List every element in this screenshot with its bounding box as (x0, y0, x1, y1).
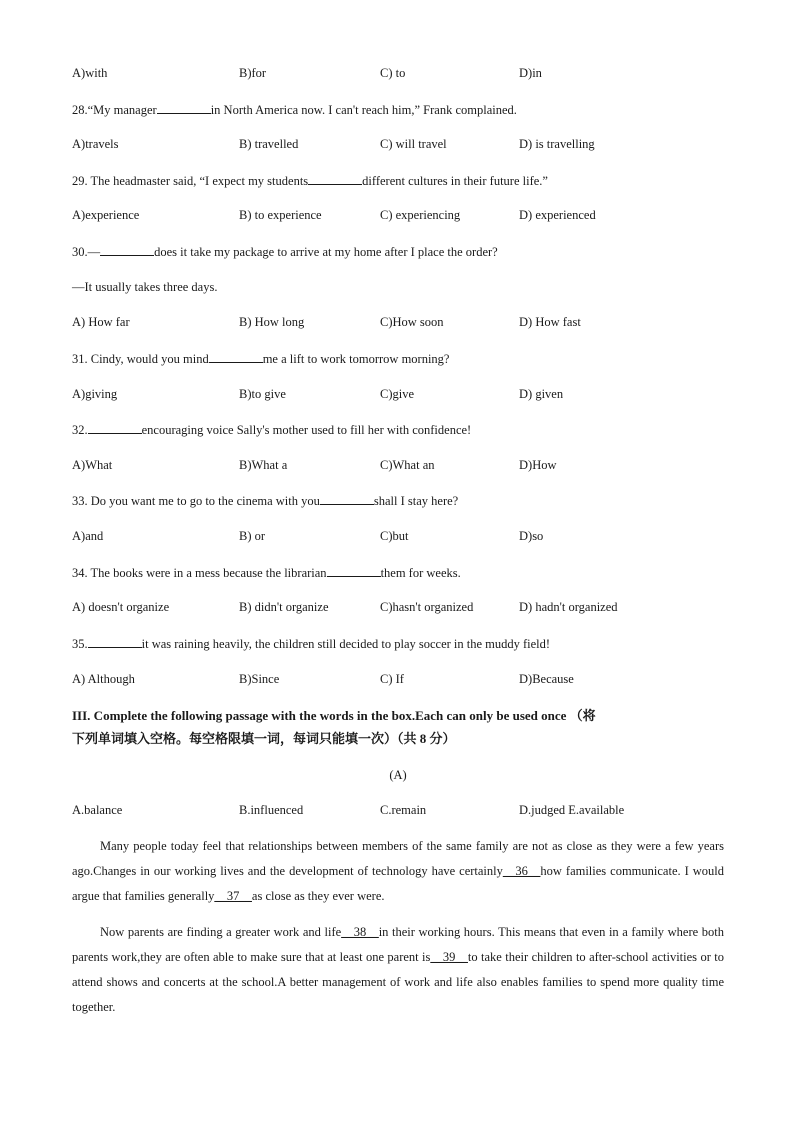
q34-text-pre: 34. The books were in a mess because the librarian (72, 566, 327, 580)
q29-option-d: D) experienced (519, 208, 596, 222)
q27-option-b: B)for (239, 66, 267, 80)
q29-option-a: A)experience (72, 208, 140, 222)
q30-option-d: D) How fast (519, 315, 581, 329)
q29-option-c: C) experiencing (380, 208, 461, 222)
q35-text-pre: 35. (72, 637, 88, 651)
p2-text-2: in their working hours. This means that even in a family where both parents work,they are often able to make sure that at least one parent is (72, 925, 725, 964)
q30-question (72, 244, 498, 260)
q31-text-pre: 31. Cindy, would you mind (72, 352, 209, 366)
q33-text-post: shall I stay here? (373, 494, 459, 508)
q29-text-post: different cultures in their future life.” (362, 174, 548, 188)
q33-question (72, 493, 458, 509)
q34-question (72, 565, 461, 581)
section-3-heading-line-2: 下列单词填入空格。每空格限填一词，每词只能填一次）（共 8 分） (72, 731, 456, 746)
q32-options (72, 458, 724, 474)
q35-option-c: C) If (380, 672, 404, 686)
q28-option-a: A)travels (72, 137, 119, 151)
blank-38: __38__ (341, 925, 379, 939)
q29-options (72, 208, 724, 224)
q31-option-b: B)to give (239, 387, 286, 401)
q35-question (72, 636, 550, 652)
q31-option-a: A)giving (72, 387, 118, 401)
q35-blank (88, 636, 142, 648)
q33-blank (320, 493, 374, 505)
section-3-heading (72, 704, 724, 750)
passage-paragraph-1 (72, 834, 724, 909)
q33-option-b: B) or (239, 529, 266, 543)
q27-options (72, 66, 724, 82)
q31-question (72, 351, 449, 367)
q28-text-post: in North America now. I can't reach him,” Frank complained. (210, 103, 517, 117)
word-option-a: A.balance (72, 803, 123, 817)
q27-option-d: D)in (519, 66, 542, 80)
q30-option-a: A) How far (72, 315, 130, 329)
q32-text-pre: 32. (72, 423, 88, 437)
blank-36: __36__ (502, 864, 541, 878)
q31-option-c: C)give (380, 387, 415, 401)
q29-blank (308, 173, 362, 185)
q32-option-d: D)How (519, 458, 557, 472)
q29-text-pre: 29. The headmaster said, “I expect my students (72, 174, 309, 188)
q30-option-c: C)How soon (380, 315, 444, 329)
passage-paragraph-2 (72, 920, 724, 1020)
passage-part-label: (A) (389, 768, 407, 782)
q34-option-b: B) didn't organize (239, 600, 329, 614)
q34-option-a: A) doesn't organize (72, 600, 170, 614)
q28-option-d: D) is travelling (519, 137, 595, 151)
q30-option-b: B) How long (239, 315, 305, 329)
word-box (72, 803, 724, 819)
p2-text-3: to take their children to after-school activities or to attend shows and concerts at the school.A better management of work and life also enables families to spend more quality time together. (72, 950, 724, 1014)
q30-options (72, 315, 724, 331)
q27-option-c: C) to (380, 66, 406, 80)
q29-option-b: B) to experience (239, 208, 322, 222)
word-option-b: B.influenced (239, 803, 304, 817)
q33-option-d: D)so (519, 529, 544, 543)
q34-option-d: D) hadn't organized (519, 600, 618, 614)
q34-option-c: C)hasn't organized (380, 600, 474, 614)
q30-text-pre: 30.— (72, 245, 101, 259)
blank-39: __39__ (430, 950, 468, 964)
q32-option-b: B)What a (239, 458, 288, 472)
q32-text-post: encouraging voice Sally's mother used to fill her with confidence! (141, 423, 472, 437)
q28-blank (157, 102, 211, 114)
q30-text-post: does it take my package to arrive at my home after I place the order? (154, 245, 498, 259)
word-option-d-e: D.judged E.available (519, 803, 625, 817)
q31-text-post: me a lift to work tomorrow morning? (262, 352, 450, 366)
q35-text-post: it was raining heavily, the children still decided to play soccer in the muddy field! (141, 637, 551, 651)
q31-blank (209, 351, 263, 363)
q28-option-c: C) will travel (380, 137, 447, 151)
blank-37: __37__ (214, 889, 252, 903)
q30-reply: —It usually takes three days. (72, 280, 218, 294)
q33-option-c: C)but (380, 529, 409, 543)
q35-option-b: B)Since (239, 672, 280, 686)
q32-blank (88, 422, 142, 434)
q35-options (72, 672, 724, 688)
q35-option-a: A) Although (72, 672, 135, 686)
q28-option-b: B) travelled (239, 137, 299, 151)
q34-blank (327, 565, 381, 577)
q28-text-pre: 28.“My manager (72, 103, 157, 117)
p1-text-2: how families communicate. I would argue that families generally (72, 864, 724, 903)
q32-option-c: C)What an (380, 458, 435, 472)
q34-options (72, 600, 724, 616)
q27-option-a: A)with (72, 66, 108, 80)
q28-question (72, 102, 517, 118)
p1-text-1: Many people today feel that relationships between members of the same family are not as close as they were a few years ago.Changes in our working lives and the development of technology have certainly (72, 839, 724, 878)
q33-text-pre: 33. Do you want me to go to the cinema with you (72, 494, 320, 508)
q33-option-a: A)and (72, 529, 104, 543)
q31-option-d: D) given (519, 387, 564, 401)
q35-option-d: D)Because (519, 672, 574, 686)
q32-question (72, 422, 471, 438)
p1-text-3: as close as they ever were. (251, 889, 385, 903)
q34-text-post: them for weeks. (380, 566, 461, 580)
section-3-heading-line-1: III. Complete the following passage with the words in the box.Each can only be used once （将 (72, 708, 596, 723)
q32-option-a: A)What (72, 458, 113, 472)
q29-question (72, 173, 548, 189)
p2-text-1: Now parents are finding a greater work and life (100, 925, 342, 939)
q28-options (72, 137, 724, 153)
q30-blank (100, 244, 154, 256)
word-option-c: C.remain (380, 803, 427, 817)
q33-options (72, 529, 724, 545)
q31-options (72, 387, 724, 403)
